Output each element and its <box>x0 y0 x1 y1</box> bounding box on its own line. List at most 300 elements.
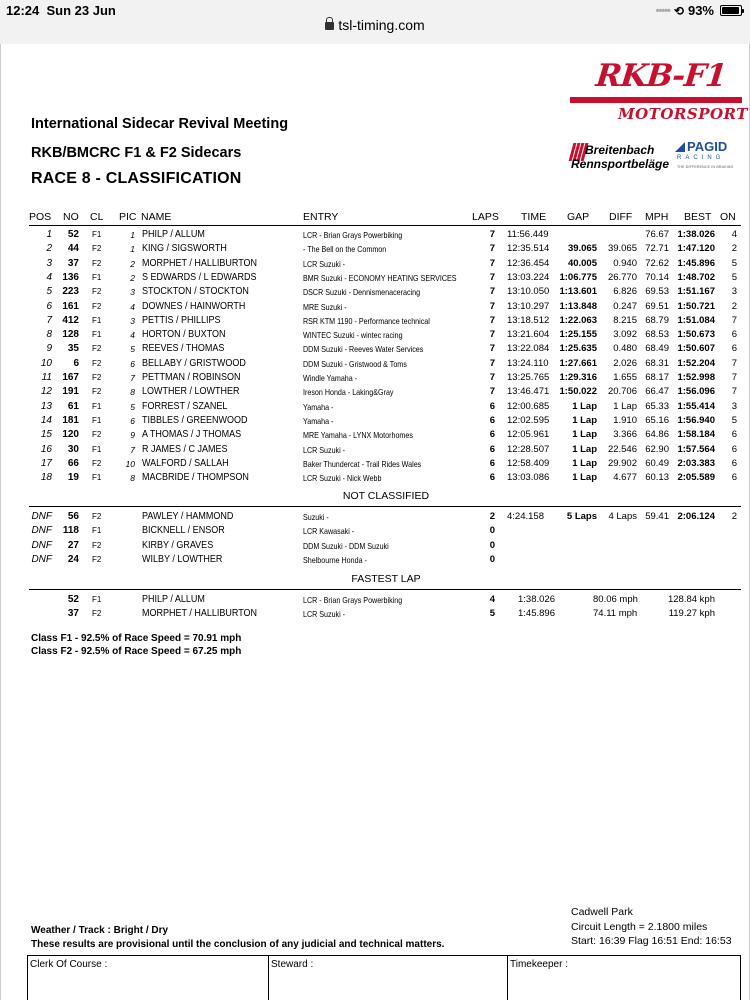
laps-cell: 6 <box>489 429 495 441</box>
pos-cell: 9 <box>46 343 52 355</box>
best-cell: 2:05.589 <box>677 472 715 484</box>
time-cell: 13:25.765 <box>507 372 550 383</box>
url-text: tsl-timing.com <box>338 17 425 33</box>
laps-cell: 7 <box>489 343 495 355</box>
class-speed-f2: Class F2 - 92.5% of Race Speed = 67.25 mph <box>31 646 242 657</box>
on-cell: 2 <box>731 243 737 255</box>
name-cell: PHILP / ALLUM <box>142 229 205 240</box>
table-row <box>1 243 750 257</box>
gap-cell: 5 Laps <box>566 511 597 522</box>
pic-cell: 8 <box>130 387 135 398</box>
name-cell: HORTON / BUXTON <box>142 329 226 341</box>
time-cell: 12:00.685 <box>507 400 550 412</box>
laps-cell: 2 <box>489 511 495 522</box>
no-cell: 128 <box>62 329 79 341</box>
table-row <box>1 594 750 608</box>
no-cell: 24 <box>67 553 79 565</box>
event-title: International Sidecar Revival Meeting <box>31 116 289 132</box>
on-cell: 6 <box>731 429 737 441</box>
mph-cell: 65.16 <box>645 414 669 426</box>
on-cell: 7 <box>731 357 737 369</box>
mph-cell: 68.53 <box>645 329 669 341</box>
class-cell: F2 <box>92 609 102 619</box>
kph-cell: 119.27 kph <box>668 608 715 620</box>
table-row <box>1 329 750 343</box>
mph-cell: 59.41 <box>645 511 669 522</box>
name-cell: A THOMAS / J THOMAS <box>142 429 242 441</box>
mph-cell: 65.33 <box>645 400 669 412</box>
mph-cell: 62.90 <box>645 443 669 455</box>
no-cell: 27 <box>67 539 79 551</box>
pic-cell: 8 <box>130 473 135 484</box>
class-cell: F2 <box>92 554 102 564</box>
entry-cell: LCR Kawasaki - <box>303 526 355 537</box>
pic-cell: 2 <box>130 272 135 283</box>
name-cell: STOCKTON / STOCKTON <box>142 286 249 298</box>
best-cell: 1:56.940 <box>677 414 715 426</box>
table-row <box>1 472 750 486</box>
name-cell: PAWLEY / HAMMOND <box>142 511 234 522</box>
results-document <box>0 44 750 1000</box>
best-cell: 1:52.998 <box>677 372 715 383</box>
name-cell: BICKNELL / ENSOR <box>142 525 225 537</box>
diff-cell: 22.546 <box>607 443 637 455</box>
entry-cell: Yamaha - <box>303 415 334 426</box>
header-pos: POS <box>29 211 52 223</box>
class-cell: F2 <box>92 458 102 468</box>
name-cell: PETTIS / PHILLIPS <box>142 314 221 326</box>
class-cell: F2 <box>92 258 102 268</box>
fastest-lap-divider <box>29 589 741 590</box>
name-cell: PETTMAN / ROBINSON <box>142 372 241 383</box>
laps-cell: 7 <box>489 271 495 283</box>
pos-cell: DNF <box>31 539 52 551</box>
gap-cell: 1 Lap <box>572 457 597 469</box>
table-row <box>1 386 750 400</box>
pic-cell: 5 <box>130 344 135 355</box>
best-cell: 1:50.721 <box>677 300 715 312</box>
no-cell: 37 <box>67 257 79 269</box>
battery-percent: 93% <box>687 3 714 18</box>
provisional-notice: These results are provisional until the conclusion of any judicial and technical matters. <box>31 939 445 950</box>
sponsor-pagid-tagline: THE DIFFERENCE IN BRAKING <box>677 165 734 169</box>
pic-cell: 3 <box>130 315 135 326</box>
gap-cell: 1:29.316 <box>559 372 597 383</box>
entry-cell: Windle Yamaha - <box>303 373 358 383</box>
mph-cell: 60.49 <box>645 457 669 469</box>
diff-cell: 1.910 <box>613 414 637 426</box>
laps-cell: 7 <box>489 386 495 398</box>
diff-cell: 39.065 <box>607 243 637 255</box>
pic-cell: 2 <box>130 258 135 269</box>
mph-cell: 68.17 <box>645 372 669 383</box>
no-cell: 35 <box>67 343 79 355</box>
class-cell: F2 <box>92 430 102 440</box>
mph-cell: 60.13 <box>645 472 669 484</box>
on-cell: 7 <box>731 372 737 383</box>
pic-cell: 9 <box>130 430 135 441</box>
name-cell: WILBY / LOWTHER <box>142 553 223 565</box>
gap-cell: 1:06.775 <box>559 271 597 283</box>
best-cell: 1:48.702 <box>677 271 715 283</box>
pic-cell: 1 <box>130 230 135 240</box>
header-on: ON <box>720 211 736 223</box>
pos-cell: 4 <box>46 271 52 283</box>
time-cell: 12:02.595 <box>507 414 550 426</box>
clock: 12:24 <box>6 3 40 18</box>
entry-cell: LCR - Brian Grays Powerbiking <box>303 230 403 240</box>
mph-cell: 72.62 <box>645 257 669 269</box>
time-cell: 11:56.449 <box>507 229 549 240</box>
sponsor-breitenbach: Breitenbach <box>585 143 655 157</box>
name-cell: R JAMES / C JAMES <box>142 443 228 455</box>
diff-cell: 20.706 <box>607 386 637 398</box>
laps-cell: 6 <box>489 400 495 412</box>
laps-cell: 0 <box>489 539 495 551</box>
pic-cell: 4 <box>130 330 135 341</box>
entry-cell: LCR Suzuki - Nick Webb <box>303 473 382 484</box>
fastest-lap-title: FASTEST LAP <box>351 573 421 585</box>
laps-cell: 6 <box>489 414 495 426</box>
time-cell: 13:22.084 <box>507 343 550 355</box>
on-cell: 5 <box>731 414 737 426</box>
time-cell: 12:35.514 <box>507 243 550 255</box>
pic-cell: 4 <box>130 301 135 312</box>
class-cell: F2 <box>92 301 102 311</box>
time-cell: 13:18.512 <box>507 314 550 326</box>
on-cell: 6 <box>731 472 737 484</box>
diff-cell: 1.655 <box>613 372 637 383</box>
not-classified-divider <box>29 506 741 507</box>
no-cell: 167 <box>62 372 79 383</box>
no-cell: 6 <box>73 357 79 369</box>
mph-cell: 74.11 mph <box>593 608 638 620</box>
time-cell: 13:10.297 <box>507 300 550 312</box>
table-row <box>1 343 750 357</box>
header-diff: DIFF <box>609 211 633 223</box>
on-cell: 2 <box>731 511 737 522</box>
table-row <box>1 358 750 372</box>
class-cell: F1 <box>92 315 102 325</box>
laps-cell: 0 <box>489 525 495 537</box>
lap-cell: 4 <box>489 594 495 605</box>
class-cell: F1 <box>92 272 102 282</box>
time-cell: 13:03.086 <box>507 472 550 484</box>
no-cell: 37 <box>67 608 79 620</box>
gap-cell: 1:50.022 <box>559 386 597 398</box>
logo-sub: MOTORSPORT <box>618 105 748 123</box>
no-cell: 52 <box>67 594 79 605</box>
header-laps: LAPS <box>472 211 499 223</box>
name-cell: MORPHET / HALLIBURTON <box>142 257 258 269</box>
class-cell: F1 <box>92 444 102 454</box>
entry-cell: LCR - Brian Grays Powerbiking <box>303 595 403 605</box>
gap-cell: 1:13.848 <box>559 300 597 312</box>
name-cell: MORPHET / HALLIBURTON <box>142 608 258 620</box>
time-cell: 12:05.961 <box>507 429 550 441</box>
pos-cell: 16 <box>40 443 52 455</box>
no-cell: 61 <box>67 400 79 412</box>
circuit-length: Circuit Length = 2.1800 miles <box>571 921 708 933</box>
table-row <box>1 301 750 315</box>
table-row <box>1 525 750 539</box>
class-cell: F1 <box>92 401 102 411</box>
clerk-of-course: Clerk Of Course : <box>30 959 108 970</box>
table-row <box>1 415 750 429</box>
laps-cell: 7 <box>489 229 495 240</box>
mph-cell: 80.06 mph <box>593 594 638 605</box>
time-cell: 13:21.604 <box>507 329 550 341</box>
circuit-times: Start: 16:39 Flag 16:51 End: 16:53 <box>571 935 732 947</box>
not-classified-title: NOT CLASSIFIED <box>342 490 430 502</box>
pos-cell: 15 <box>40 429 52 441</box>
best-cell: 1:50.607 <box>677 343 715 355</box>
table-row <box>1 401 750 415</box>
table-row <box>1 429 750 443</box>
header-no: NO <box>63 211 79 223</box>
no-cell: 66 <box>67 457 79 469</box>
header-pic: PIC <box>119 211 137 223</box>
name-cell: MACBRIDE / THOMPSON <box>142 472 249 484</box>
header-name: NAME <box>141 211 172 223</box>
pos-cell: 13 <box>40 400 52 412</box>
name-cell: KING / SIGSWORTH <box>142 243 227 255</box>
entry-cell: LCR Suzuki - <box>303 444 346 455</box>
race-title: RACE 8 - CLASSIFICATION <box>31 170 242 187</box>
timekeeper: Timekeeper : <box>507 956 742 1000</box>
name-cell: WALFORD / SALLAH <box>142 457 229 469</box>
sponsor-logos <box>569 139 744 179</box>
mph-cell: 66.47 <box>645 386 669 398</box>
best-cell: 1:51.167 <box>677 286 715 298</box>
no-cell: 223 <box>62 286 79 298</box>
time-cell: 1:45.896 <box>518 608 555 620</box>
laps-cell: 7 <box>489 300 495 312</box>
best-cell: 2:03.383 <box>677 457 715 469</box>
diff-cell: 4 Laps <box>608 511 637 522</box>
no-cell: 136 <box>62 271 79 283</box>
header-cl: CL <box>90 211 104 223</box>
rkb-logo <box>566 58 748 138</box>
best-cell: 2:06.124 <box>677 511 715 522</box>
gap-cell: 1 Lap <box>572 472 597 484</box>
pic-cell: 7 <box>130 373 135 383</box>
gap-cell: 1:25.155 <box>559 329 597 341</box>
no-cell: 161 <box>62 300 79 312</box>
class-cell: F2 <box>92 358 102 368</box>
time-cell: 12:28.507 <box>507 443 550 455</box>
no-cell: 30 <box>67 443 79 455</box>
lap-cell: 5 <box>489 608 495 620</box>
class-cell: F2 <box>92 287 102 297</box>
pic-cell: 5 <box>130 401 135 412</box>
mph-cell: 72.71 <box>645 243 669 255</box>
best-cell: 1:56.096 <box>677 386 715 398</box>
no-cell: 19 <box>67 472 79 484</box>
table-row <box>1 229 750 243</box>
pos-cell: DNF <box>31 525 52 537</box>
class-cell: F1 <box>92 473 102 483</box>
pic-cell: 10 <box>125 458 135 469</box>
gap-cell: 1 Lap <box>572 429 597 441</box>
class-cell: F2 <box>92 373 102 382</box>
time-cell: 13:46.471 <box>507 386 550 398</box>
on-cell: 6 <box>731 457 737 469</box>
on-cell: 6 <box>731 329 737 341</box>
entry-cell: BMR Suzuki - ECONOMY HEATING SERVICES <box>303 272 457 283</box>
sponsor-pagid-racing: RACING <box>677 155 725 161</box>
diff-cell: 0.480 <box>613 343 637 355</box>
class-cell: F1 <box>92 415 102 425</box>
gap-cell: 39.065 <box>567 243 597 255</box>
status-indicators <box>656 3 742 18</box>
entry-cell: LCR Suzuki - <box>303 258 346 269</box>
kph-cell: 128.84 kph <box>667 594 715 605</box>
pos-cell: 2 <box>46 243 52 255</box>
series-title: RKB/BMCRC F1 & F2 Sidecars <box>31 145 242 161</box>
table-row <box>1 554 750 568</box>
header-divider <box>29 225 741 226</box>
time-cell: 13:10.050 <box>507 286 550 298</box>
sponsor-breitenbach-sub: Rennsportbeläge <box>571 157 670 171</box>
class-cell: F2 <box>92 512 102 521</box>
laps-cell: 7 <box>489 357 495 369</box>
mph-cell: 64.86 <box>645 429 669 441</box>
best-cell: 1:55.414 <box>677 400 715 412</box>
mph-cell: 69.53 <box>645 286 669 298</box>
diff-cell: 3.366 <box>613 429 637 441</box>
laps-cell: 7 <box>489 243 495 255</box>
weather-track: Weather / Track : Bright / Dry <box>31 925 169 936</box>
no-cell: 44 <box>67 243 79 255</box>
address-bar[interactable] <box>0 17 750 33</box>
class-cell: F2 <box>92 387 102 397</box>
mph-cell: 70.14 <box>645 271 669 283</box>
status-time-date <box>6 3 116 18</box>
pos-cell: 6 <box>46 300 52 312</box>
pic-cell: 3 <box>130 287 135 298</box>
signature-box <box>27 955 741 1000</box>
name-cell: BELLABY / GRISTWOOD <box>142 357 246 369</box>
no-cell: 181 <box>62 414 79 426</box>
best-cell: 1:45.896 <box>677 257 715 269</box>
time-cell: 4:24.158 <box>507 511 544 522</box>
no-cell: 412 <box>62 314 79 326</box>
on-cell: 6 <box>731 343 737 355</box>
pos-cell: 7 <box>46 314 52 326</box>
name-cell: S EDWARDS / L EDWARDS <box>142 271 257 283</box>
entry-cell: - The Bell on the Common <box>303 244 387 255</box>
diff-cell: 8.215 <box>613 314 637 326</box>
name-cell: KIRBY / GRAVES <box>142 539 214 551</box>
pos-cell: DNF <box>31 511 52 522</box>
header-time: TIME <box>521 211 547 223</box>
entry-cell: LCR Suzuki - <box>303 609 346 620</box>
pos-cell: 12 <box>40 386 52 398</box>
time-cell: 13:24.110 <box>507 357 549 369</box>
time-cell: 1:38.026 <box>518 594 555 605</box>
orientation-lock-icon: ⟲ <box>673 3 684 18</box>
pos-cell: 3 <box>46 257 52 269</box>
on-cell: 3 <box>731 286 737 298</box>
laps-cell: 7 <box>489 257 495 269</box>
lock-icon <box>325 22 334 30</box>
mph-cell: 76.67 <box>645 229 669 240</box>
diff-cell: 1 Lap <box>613 400 637 412</box>
name-cell: REEVES / THOMAS <box>142 343 225 355</box>
pos-cell: 1 <box>46 229 52 240</box>
diff-cell: 0.247 <box>613 300 637 312</box>
header-mph: MPH <box>645 211 669 223</box>
table-row <box>1 372 750 386</box>
laps-cell: 7 <box>489 314 495 326</box>
laps-cell: 6 <box>489 443 495 455</box>
table-row <box>1 608 750 622</box>
on-cell: 7 <box>731 386 737 398</box>
diff-cell: 6.826 <box>613 286 637 298</box>
no-cell: 120 <box>62 429 79 441</box>
table-row <box>1 286 750 300</box>
time-cell: 13:03.224 <box>507 271 550 283</box>
pos-cell: 14 <box>40 414 52 426</box>
best-cell: 1:47.120 <box>677 243 715 255</box>
best-cell: 1:58.184 <box>677 429 715 441</box>
entry-cell: MRE Yamaha - LYNX Motorhomes <box>303 430 413 441</box>
time-cell: 12:58.409 <box>507 457 550 469</box>
entry-cell: Ireson Honda - Laking&Gray <box>303 387 394 398</box>
header-best: BEST <box>684 211 712 223</box>
gap-cell: 1:27.661 <box>559 357 597 369</box>
mph-cell: 68.49 <box>645 343 669 355</box>
best-cell: 1:51.084 <box>677 314 715 326</box>
name-cell: PHILP / ALLUM <box>142 594 205 605</box>
logo-brand: RKB-F1 <box>594 58 728 94</box>
header-gap: GAP <box>567 211 590 223</box>
entry-cell: DDM Suzuki - Gristwood & Toms <box>303 358 407 369</box>
laps-cell: 7 <box>489 372 495 383</box>
diff-cell: 3.092 <box>613 329 637 341</box>
best-cell: 1:57.564 <box>677 443 715 455</box>
name-cell: LOWTHER / LOWTHER <box>142 386 240 398</box>
table-row <box>1 511 750 525</box>
gap-cell: 40.005 <box>567 257 597 269</box>
on-cell: 6 <box>731 443 737 455</box>
entry-cell: Suzuki - <box>303 512 329 522</box>
no-cell: 56 <box>67 511 79 522</box>
laps-cell: 6 <box>489 457 495 469</box>
class-cell: F1 <box>92 230 102 239</box>
date: Sun 23 Jun <box>46 3 116 18</box>
name-cell: FORREST / SZANEL <box>142 400 228 412</box>
pagid-mark-icon <box>675 142 685 152</box>
diff-cell: 4.677 <box>613 472 637 484</box>
table-row <box>1 444 750 458</box>
time-cell: 12:36.454 <box>507 257 550 269</box>
class-cell: F2 <box>92 244 102 254</box>
pos-cell: 5 <box>46 286 52 298</box>
diff-cell: 0.940 <box>613 257 637 269</box>
on-cell: 5 <box>731 257 737 269</box>
pos-cell: DNF <box>31 553 52 565</box>
name-cell: DOWNES / HAINWORTH <box>142 300 246 312</box>
table-row <box>1 315 750 329</box>
gap-cell: 1:22.063 <box>559 314 597 326</box>
class-cell: F1 <box>92 330 102 340</box>
entry-cell: DSCR Suzuki - Dennismenaceracing <box>303 287 421 298</box>
table-row <box>1 272 750 286</box>
pos-cell: 10 <box>40 357 52 369</box>
no-cell: 52 <box>67 229 79 240</box>
